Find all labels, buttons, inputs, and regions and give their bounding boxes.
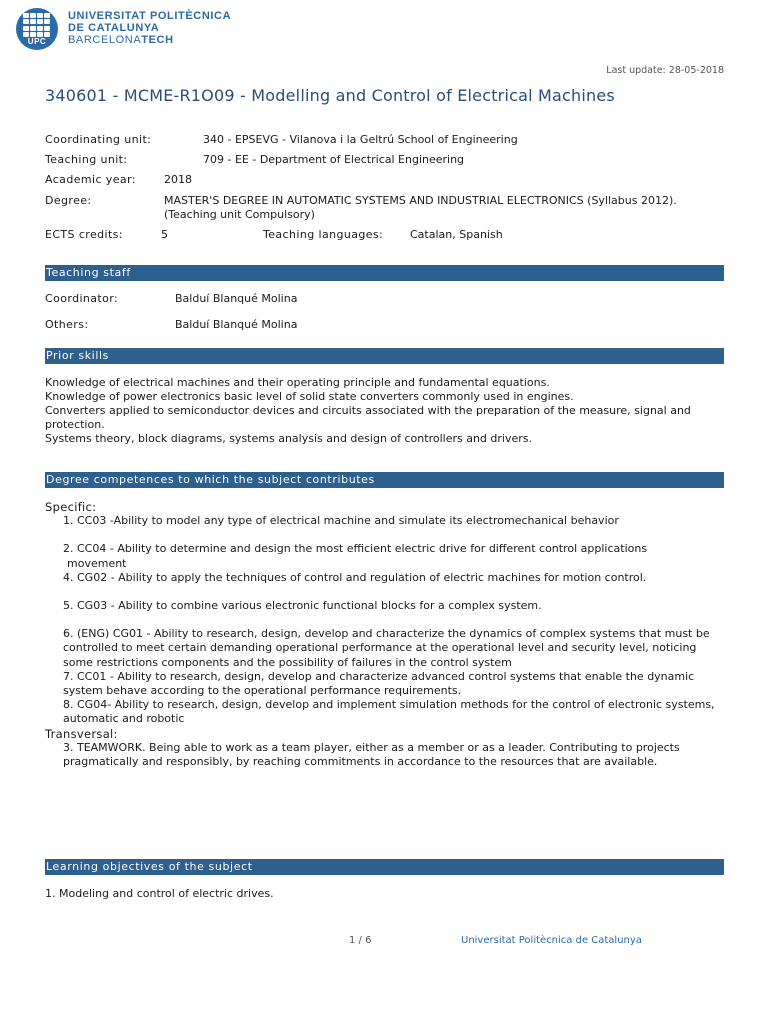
competence-item-cont: controlled to meet certain demanding operational performance at the operational level and security level, noticing <box>63 641 697 655</box>
academic-year-value: 2018 <box>164 173 192 186</box>
upc-logo-mark <box>16 8 58 50</box>
logo-line-2: DE CATALUNYA <box>68 22 160 34</box>
learning-objectives-text <box>45 887 735 901</box>
prior-skills-line: Converters applied to semiconductor devices and circuits associated with the preparation of the measure, signal and <box>45 404 691 417</box>
prior-skills-line: Knowledge of electrical machines and their operating principle and fundamental equations. <box>45 376 550 389</box>
languages-label: Teaching languages: <box>263 228 384 241</box>
competence-item: 3. TEAMWORK. Being able to work as a team player, either as a member or as a leader. Contributing to projects <box>63 740 680 754</box>
competence-item: 6. (ENG) CG01 - Ability to research, design, develop and characterize the dynamics of complex systems that must be <box>63 627 710 641</box>
competence-item-cont: automatic and robotic <box>63 712 185 726</box>
teaching-unit-value: 709 - EE - Department of Electrical Engineering <box>203 153 465 166</box>
languages-value: Catalan, Spanish <box>410 228 503 241</box>
prior-skills-line: Systems theory, block diagrams, systems analysis and design of controllers and drivers. <box>45 432 532 445</box>
prior-skills-line: Knowledge of power electronics basic level of solid state converters commonly used in engines. <box>45 390 574 403</box>
competence-item: 7. CC01 - Ability to research, design, develop and characterize advanced control systems that enable the dynamic <box>63 669 695 683</box>
competence-item: 1. CC03 -Ability to model any type of electrical machine and simulate its electromechanical behavior <box>63 514 619 528</box>
competence-item-cont: movement <box>67 556 127 570</box>
prior-skills-heading: Prior skills <box>45 348 724 364</box>
footer-university: Universitat Politècnica de Catalunya <box>461 935 642 946</box>
teaching-staff-heading: Teaching staff <box>45 265 724 281</box>
competences-text <box>45 500 735 769</box>
logo-line-1: UNIVERSITAT POLITÈCNICA <box>68 10 232 22</box>
others-label: Others: <box>45 318 89 331</box>
ects-label: ECTS credits: <box>45 228 123 241</box>
logo-line-3b: TECH <box>141 34 174 46</box>
logo-dots-icon <box>23 13 51 37</box>
competence-item-cont: system behave according to the operational performance requirements. <box>63 684 462 698</box>
logo-upc-text: UPC <box>27 37 47 46</box>
prior-skills-text <box>45 376 735 446</box>
degree-value-line-2: (Teaching unit Compulsory) <box>164 208 315 221</box>
teaching-unit-label: Teaching unit: <box>45 153 128 166</box>
competence-item: 5. CG03 - Ability to combine various electronic functional blocks for a complex system. <box>63 599 542 613</box>
specific-label: Specific: <box>45 500 97 514</box>
coordinating-unit-value: 340 - EPSEVG - Vilanova i la Geltrú School of Engineering <box>203 133 518 146</box>
coordinator-value: Balduí Blanqué Molina <box>175 292 298 305</box>
competence-item: 8. CG04- Ability to research, design, develop and implement simulation methods for the control of electronic systems, <box>63 698 715 712</box>
competence-item: 4. CG02 - Ability to apply the techniques of control and regulation of electric machines for motion control. <box>63 570 647 584</box>
logo-line-3 <box>68 34 231 46</box>
learning-objectives-heading: Learning objectives of the subject <box>45 859 724 875</box>
prior-skills-line: protection. <box>45 418 105 431</box>
logo-line-3a: BARCELONA <box>68 34 142 46</box>
transversal-label: Transversal: <box>45 726 118 741</box>
objective-item: 1. Modeling and control of electric drives. <box>45 887 274 900</box>
logo-wordmark <box>68 10 231 46</box>
competences-heading: Degree competences to which the subject contributes <box>45 472 724 488</box>
page-number: 1 / 6 <box>349 935 372 946</box>
others-value: Balduí Blanqué Molina <box>175 318 298 331</box>
degree-label: Degree: <box>45 194 92 207</box>
competence-item-cont: some restrictions components and the possibility of failures in the control system <box>63 655 512 669</box>
academic-year-label: Academic year: <box>45 173 136 186</box>
coordinator-label: Coordinator: <box>45 292 119 305</box>
last-update: Last update: 28-05-2018 <box>606 65 724 76</box>
coordinating-unit-label: Coordinating unit: <box>45 133 152 146</box>
page-title: 340601 - MCME-R1O09 - Modelling and Control of Electrical Machines <box>45 86 615 105</box>
competence-item: 2. CC04 - Ability to determine and design the most efficient electric drive for different control applications <box>63 542 648 556</box>
competence-item-cont: pragmatically and responsibly, by reaching commitments in accordance to the resources that are available. <box>63 755 658 769</box>
degree-value-line-1: MASTER'S DEGREE IN AUTOMATIC SYSTEMS AND INDUSTRIAL ELECTRONICS (Syllabus 2012). <box>164 194 677 207</box>
upc-logo <box>16 8 246 50</box>
ects-value: 5 <box>161 228 168 241</box>
